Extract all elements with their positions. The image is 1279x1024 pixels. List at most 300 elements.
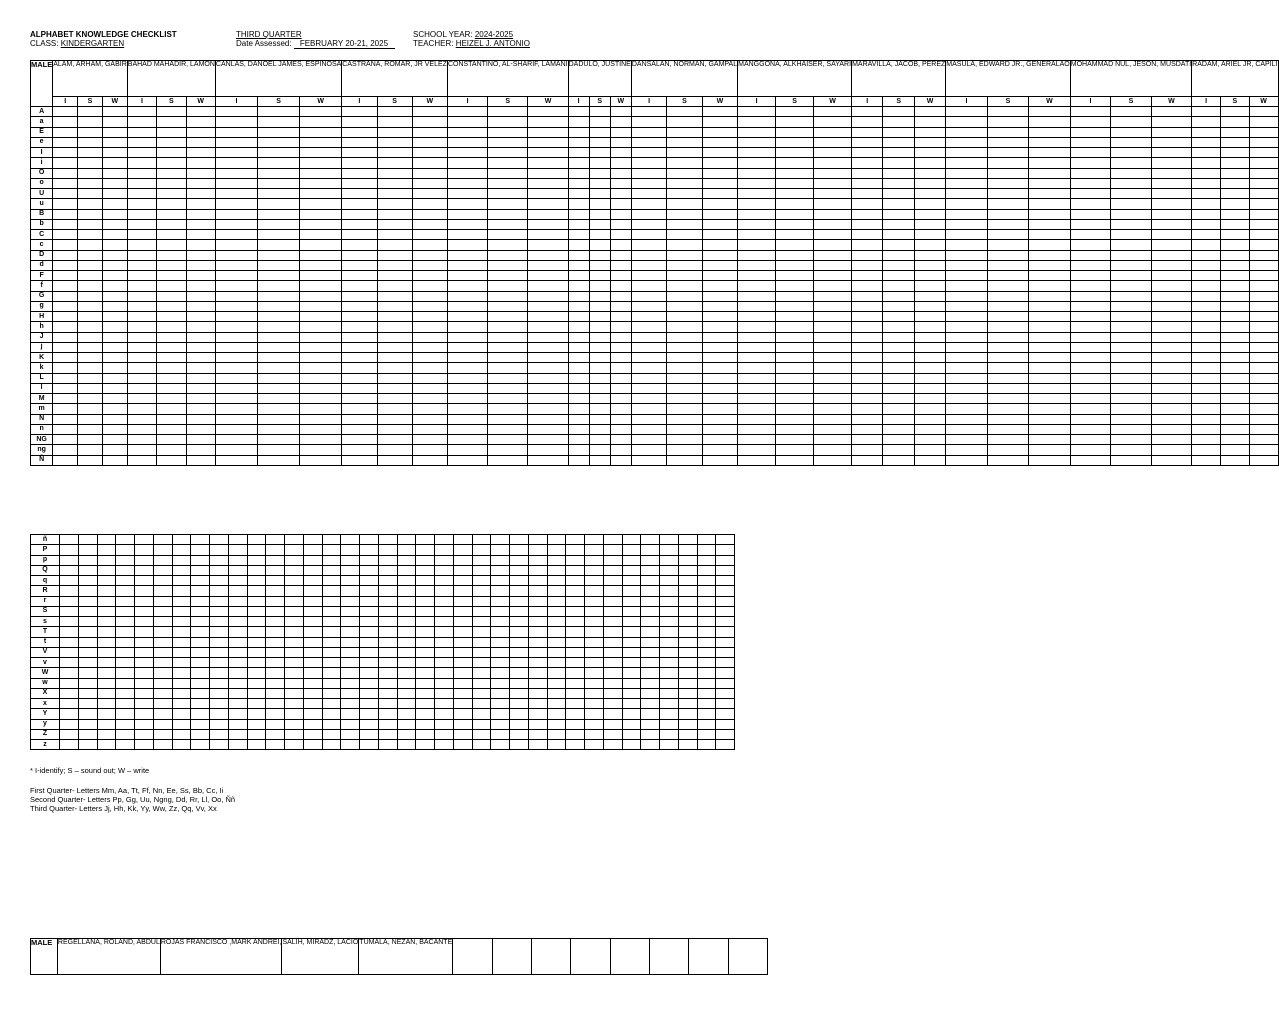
check-cell[interactable]	[883, 301, 914, 311]
check-cell[interactable]	[472, 576, 491, 586]
check-cell[interactable]	[1070, 178, 1110, 188]
check-cell[interactable]	[377, 301, 412, 311]
check-cell[interactable]	[215, 107, 257, 117]
check-cell[interactable]	[528, 178, 568, 188]
check-cell[interactable]	[342, 353, 377, 363]
check-cell[interactable]	[153, 658, 172, 668]
check-cell[interactable]	[883, 394, 914, 404]
check-cell[interactable]	[622, 688, 641, 698]
check-cell[interactable]	[78, 260, 103, 270]
check-cell[interactable]	[528, 545, 547, 555]
check-cell[interactable]	[610, 455, 631, 465]
check-cell[interactable]	[247, 729, 266, 739]
check-cell[interactable]	[883, 435, 914, 445]
check-cell[interactable]	[153, 576, 172, 586]
check-cell[interactable]	[528, 209, 568, 219]
check-cell[interactable]	[1220, 137, 1249, 147]
check-cell[interactable]	[568, 189, 589, 199]
check-cell[interactable]	[667, 250, 702, 260]
check-cell[interactable]	[814, 424, 852, 434]
check-cell[interactable]	[412, 107, 447, 117]
check-cell[interactable]	[322, 709, 341, 719]
check-cell[interactable]	[510, 576, 529, 586]
check-cell[interactable]	[78, 332, 103, 342]
check-cell[interactable]	[814, 250, 852, 260]
check-cell[interactable]	[447, 158, 487, 168]
check-cell[interactable]	[135, 678, 154, 688]
check-cell[interactable]	[547, 658, 566, 668]
check-cell[interactable]	[215, 148, 257, 158]
check-cell[interactable]	[776, 250, 814, 260]
check-cell[interactable]	[776, 117, 814, 127]
check-cell[interactable]	[210, 596, 229, 606]
check-cell[interactable]	[1070, 250, 1110, 260]
check-cell[interactable]	[568, 178, 589, 188]
check-cell[interactable]	[667, 363, 702, 373]
check-cell[interactable]	[303, 637, 322, 647]
check-cell[interactable]	[266, 545, 285, 555]
check-cell[interactable]	[776, 435, 814, 445]
check-cell[interactable]	[603, 576, 622, 586]
check-cell[interactable]	[60, 535, 79, 545]
check-cell[interactable]	[852, 137, 883, 147]
check-cell[interactable]	[697, 565, 716, 575]
check-cell[interactable]	[1070, 158, 1110, 168]
check-cell[interactable]	[585, 637, 604, 647]
check-cell[interactable]	[568, 199, 589, 209]
check-cell[interactable]	[738, 168, 776, 178]
check-cell[interactable]	[738, 424, 776, 434]
check-cell[interactable]	[102, 301, 127, 311]
check-cell[interactable]	[135, 699, 154, 709]
check-cell[interactable]	[127, 424, 156, 434]
check-cell[interactable]	[610, 117, 631, 127]
check-cell[interactable]	[697, 555, 716, 565]
check-cell[interactable]	[416, 688, 435, 698]
check-cell[interactable]	[702, 342, 737, 352]
check-cell[interactable]	[215, 230, 257, 240]
check-cell[interactable]	[322, 596, 341, 606]
check-cell[interactable]	[488, 322, 528, 332]
check-cell[interactable]	[78, 363, 103, 373]
check-cell[interactable]	[266, 627, 285, 637]
check-cell[interactable]	[435, 668, 454, 678]
check-cell[interactable]	[946, 424, 987, 434]
check-cell[interactable]	[1111, 148, 1151, 158]
check-cell[interactable]	[603, 709, 622, 719]
check-cell[interactable]	[1111, 363, 1151, 373]
check-cell[interactable]	[186, 240, 215, 250]
check-cell[interactable]	[97, 740, 116, 750]
check-cell[interactable]	[157, 189, 186, 199]
check-cell[interactable]	[528, 445, 568, 455]
check-cell[interactable]	[303, 627, 322, 637]
check-cell[interactable]	[631, 424, 666, 434]
check-cell[interactable]	[342, 189, 377, 199]
check-cell[interactable]	[589, 455, 610, 465]
check-cell[interactable]	[215, 168, 257, 178]
check-cell[interactable]	[603, 678, 622, 688]
check-cell[interactable]	[603, 545, 622, 555]
check-cell[interactable]	[1111, 240, 1151, 250]
check-cell[interactable]	[566, 719, 585, 729]
check-cell[interactable]	[589, 414, 610, 424]
check-cell[interactable]	[568, 158, 589, 168]
check-cell[interactable]	[191, 637, 210, 647]
check-cell[interactable]	[1151, 158, 1192, 168]
check-cell[interactable]	[53, 240, 78, 250]
check-cell[interactable]	[416, 729, 435, 739]
check-cell[interactable]	[883, 455, 914, 465]
check-cell[interactable]	[447, 107, 487, 117]
check-cell[interactable]	[322, 658, 341, 668]
check-cell[interactable]	[97, 729, 116, 739]
check-cell[interactable]	[377, 435, 412, 445]
check-cell[interactable]	[1249, 404, 1278, 414]
check-cell[interactable]	[697, 740, 716, 750]
check-cell[interactable]	[97, 535, 116, 545]
check-cell[interactable]	[852, 332, 883, 342]
check-cell[interactable]	[172, 545, 191, 555]
check-cell[interactable]	[377, 107, 412, 117]
check-cell[interactable]	[266, 658, 285, 668]
check-cell[interactable]	[510, 586, 529, 596]
check-cell[interactable]	[322, 627, 341, 637]
check-cell[interactable]	[1220, 178, 1249, 188]
check-cell[interactable]	[510, 545, 529, 555]
check-cell[interactable]	[127, 148, 156, 158]
check-cell[interactable]	[814, 445, 852, 455]
check-cell[interactable]	[1070, 189, 1110, 199]
check-cell[interactable]	[157, 281, 186, 291]
check-cell[interactable]	[914, 291, 945, 301]
check-cell[interactable]	[814, 322, 852, 332]
check-cell[interactable]	[987, 322, 1028, 332]
check-cell[interactable]	[510, 740, 529, 750]
check-cell[interactable]	[738, 445, 776, 455]
check-cell[interactable]	[135, 709, 154, 719]
check-cell[interactable]	[987, 445, 1028, 455]
check-cell[interactable]	[946, 260, 987, 270]
check-cell[interactable]	[547, 555, 566, 565]
check-cell[interactable]	[266, 586, 285, 596]
check-cell[interactable]	[210, 668, 229, 678]
check-cell[interactable]	[191, 565, 210, 575]
check-cell[interactable]	[78, 535, 97, 545]
check-cell[interactable]	[641, 565, 660, 575]
check-cell[interactable]	[631, 404, 666, 414]
check-cell[interactable]	[102, 455, 127, 465]
check-cell[interactable]	[1111, 107, 1151, 117]
check-cell[interactable]	[776, 291, 814, 301]
check-cell[interactable]	[946, 353, 987, 363]
check-cell[interactable]	[435, 637, 454, 647]
check-cell[interactable]	[1249, 332, 1278, 342]
check-cell[interactable]	[342, 291, 377, 301]
check-cell[interactable]	[1111, 312, 1151, 322]
check-cell[interactable]	[738, 189, 776, 199]
check-cell[interactable]	[585, 617, 604, 627]
check-cell[interactable]	[987, 219, 1028, 229]
check-cell[interactable]	[528, 435, 568, 445]
check-cell[interactable]	[186, 260, 215, 270]
check-cell[interactable]	[127, 332, 156, 342]
check-cell[interactable]	[776, 107, 814, 117]
check-cell[interactable]	[1249, 127, 1278, 137]
check-cell[interactable]	[702, 404, 737, 414]
check-cell[interactable]	[78, 383, 103, 393]
check-cell[interactable]	[631, 281, 666, 291]
check-cell[interactable]	[852, 383, 883, 393]
check-cell[interactable]	[987, 137, 1028, 147]
check-cell[interactable]	[1070, 383, 1110, 393]
check-cell[interactable]	[914, 394, 945, 404]
check-cell[interactable]	[641, 699, 660, 709]
check-cell[interactable]	[135, 719, 154, 729]
check-cell[interactable]	[300, 148, 342, 158]
check-cell[interactable]	[412, 301, 447, 311]
check-cell[interactable]	[491, 719, 510, 729]
check-cell[interactable]	[453, 740, 472, 750]
check-cell[interactable]	[622, 699, 641, 709]
check-cell[interactable]	[946, 271, 987, 281]
check-cell[interactable]	[585, 709, 604, 719]
check-cell[interactable]	[697, 678, 716, 688]
check-cell[interactable]	[946, 281, 987, 291]
check-cell[interactable]	[186, 107, 215, 117]
check-cell[interactable]	[987, 281, 1028, 291]
check-cell[interactable]	[416, 647, 435, 657]
check-cell[interactable]	[510, 719, 529, 729]
check-cell[interactable]	[157, 394, 186, 404]
check-cell[interactable]	[215, 445, 257, 455]
check-cell[interactable]	[528, 332, 568, 342]
check-cell[interactable]	[528, 117, 568, 127]
check-cell[interactable]	[946, 363, 987, 373]
check-cell[interactable]	[697, 699, 716, 709]
check-cell[interactable]	[488, 240, 528, 250]
check-cell[interactable]	[157, 301, 186, 311]
check-cell[interactable]	[716, 555, 735, 565]
check-cell[interactable]	[247, 668, 266, 678]
check-cell[interactable]	[702, 209, 737, 219]
check-cell[interactable]	[738, 312, 776, 322]
check-cell[interactable]	[228, 688, 247, 698]
check-cell[interactable]	[303, 668, 322, 678]
check-cell[interactable]	[102, 414, 127, 424]
check-cell[interactable]	[1192, 281, 1221, 291]
check-cell[interactable]	[702, 455, 737, 465]
check-cell[interactable]	[378, 678, 397, 688]
check-cell[interactable]	[97, 627, 116, 637]
check-cell[interactable]	[510, 688, 529, 698]
check-cell[interactable]	[1192, 127, 1221, 137]
check-cell[interactable]	[914, 107, 945, 117]
check-cell[interactable]	[342, 301, 377, 311]
check-cell[interactable]	[135, 647, 154, 657]
check-cell[interactable]	[377, 312, 412, 322]
check-cell[interactable]	[378, 647, 397, 657]
check-cell[interactable]	[883, 199, 914, 209]
check-cell[interactable]	[852, 240, 883, 250]
check-cell[interactable]	[300, 353, 342, 363]
check-cell[interactable]	[447, 404, 487, 414]
check-cell[interactable]	[528, 363, 568, 373]
check-cell[interactable]	[1029, 281, 1071, 291]
check-cell[interactable]	[488, 394, 528, 404]
check-cell[interactable]	[1070, 322, 1110, 332]
check-cell[interactable]	[1220, 312, 1249, 322]
check-cell[interactable]	[215, 301, 257, 311]
check-cell[interactable]	[303, 606, 322, 616]
check-cell[interactable]	[186, 271, 215, 281]
check-cell[interactable]	[697, 617, 716, 627]
check-cell[interactable]	[300, 445, 342, 455]
check-cell[interactable]	[78, 709, 97, 719]
check-cell[interactable]	[135, 545, 154, 555]
check-cell[interactable]	[78, 127, 103, 137]
check-cell[interactable]	[191, 709, 210, 719]
check-cell[interactable]	[610, 404, 631, 414]
check-cell[interactable]	[210, 699, 229, 709]
check-cell[interactable]	[102, 322, 127, 332]
check-cell[interactable]	[883, 332, 914, 342]
check-cell[interactable]	[60, 709, 79, 719]
check-cell[interactable]	[568, 117, 589, 127]
check-cell[interactable]	[1111, 291, 1151, 301]
check-cell[interactable]	[1070, 353, 1110, 363]
check-cell[interactable]	[300, 240, 342, 250]
check-cell[interactable]	[116, 740, 135, 750]
check-cell[interactable]	[378, 555, 397, 565]
check-cell[interactable]	[172, 637, 191, 647]
check-cell[interactable]	[157, 342, 186, 352]
check-cell[interactable]	[488, 291, 528, 301]
check-cell[interactable]	[172, 729, 191, 739]
check-cell[interactable]	[776, 178, 814, 188]
check-cell[interactable]	[566, 688, 585, 698]
check-cell[interactable]	[135, 596, 154, 606]
check-cell[interactable]	[547, 606, 566, 616]
check-cell[interactable]	[78, 342, 103, 352]
check-cell[interactable]	[341, 555, 360, 565]
check-cell[interactable]	[622, 647, 641, 657]
check-cell[interactable]	[285, 637, 304, 647]
check-cell[interactable]	[585, 576, 604, 586]
check-cell[interactable]	[1192, 363, 1221, 373]
check-cell[interactable]	[1070, 107, 1110, 117]
check-cell[interactable]	[285, 555, 304, 565]
check-cell[interactable]	[447, 424, 487, 434]
check-cell[interactable]	[488, 137, 528, 147]
check-cell[interactable]	[914, 353, 945, 363]
check-cell[interactable]	[127, 230, 156, 240]
check-cell[interactable]	[585, 555, 604, 565]
check-cell[interactable]	[1111, 168, 1151, 178]
check-cell[interactable]	[603, 637, 622, 647]
check-cell[interactable]	[472, 658, 491, 668]
check-cell[interactable]	[60, 627, 79, 637]
check-cell[interactable]	[568, 219, 589, 229]
check-cell[interactable]	[186, 291, 215, 301]
check-cell[interactable]	[342, 127, 377, 137]
check-cell[interactable]	[127, 383, 156, 393]
check-cell[interactable]	[303, 699, 322, 709]
check-cell[interactable]	[660, 576, 679, 586]
check-cell[interactable]	[1220, 414, 1249, 424]
check-cell[interactable]	[568, 230, 589, 240]
check-cell[interactable]	[116, 709, 135, 719]
check-cell[interactable]	[300, 394, 342, 404]
check-cell[interactable]	[667, 260, 702, 270]
check-cell[interactable]	[78, 199, 103, 209]
check-cell[interactable]	[1220, 363, 1249, 373]
check-cell[interactable]	[622, 627, 641, 637]
check-cell[interactable]	[1029, 158, 1071, 168]
check-cell[interactable]	[60, 678, 79, 688]
check-cell[interactable]	[568, 342, 589, 352]
check-cell[interactable]	[472, 606, 491, 616]
check-cell[interactable]	[191, 668, 210, 678]
check-cell[interactable]	[416, 678, 435, 688]
check-cell[interactable]	[435, 545, 454, 555]
check-cell[interactable]	[1111, 445, 1151, 455]
check-cell[interactable]	[78, 117, 103, 127]
check-cell[interactable]	[914, 404, 945, 414]
check-cell[interactable]	[172, 719, 191, 729]
check-cell[interactable]	[435, 658, 454, 668]
check-cell[interactable]	[568, 424, 589, 434]
check-cell[interactable]	[528, 373, 568, 383]
check-cell[interactable]	[447, 189, 487, 199]
check-cell[interactable]	[78, 209, 103, 219]
check-cell[interactable]	[78, 322, 103, 332]
check-cell[interactable]	[1151, 394, 1192, 404]
check-cell[interactable]	[210, 565, 229, 575]
check-cell[interactable]	[228, 617, 247, 627]
check-cell[interactable]	[285, 647, 304, 657]
check-cell[interactable]	[667, 117, 702, 127]
check-cell[interactable]	[1070, 230, 1110, 240]
check-cell[interactable]	[1249, 353, 1278, 363]
check-cell[interactable]	[641, 637, 660, 647]
check-cell[interactable]	[566, 535, 585, 545]
check-cell[interactable]	[360, 668, 379, 678]
check-cell[interactable]	[342, 373, 377, 383]
check-cell[interactable]	[566, 668, 585, 678]
check-cell[interactable]	[814, 260, 852, 270]
check-cell[interactable]	[102, 127, 127, 137]
check-cell[interactable]	[603, 658, 622, 668]
check-cell[interactable]	[603, 740, 622, 750]
check-cell[interactable]	[738, 199, 776, 209]
check-cell[interactable]	[1192, 291, 1221, 301]
check-cell[interactable]	[883, 240, 914, 250]
check-cell[interactable]	[914, 424, 945, 434]
check-cell[interactable]	[589, 137, 610, 147]
check-cell[interactable]	[228, 719, 247, 729]
check-cell[interactable]	[738, 219, 776, 229]
check-cell[interactable]	[186, 209, 215, 219]
check-cell[interactable]	[1111, 271, 1151, 281]
check-cell[interactable]	[303, 678, 322, 688]
check-cell[interactable]	[285, 709, 304, 719]
check-cell[interactable]	[610, 322, 631, 332]
check-cell[interactable]	[435, 586, 454, 596]
check-cell[interactable]	[589, 158, 610, 168]
check-cell[interactable]	[127, 445, 156, 455]
check-cell[interactable]	[702, 199, 737, 209]
